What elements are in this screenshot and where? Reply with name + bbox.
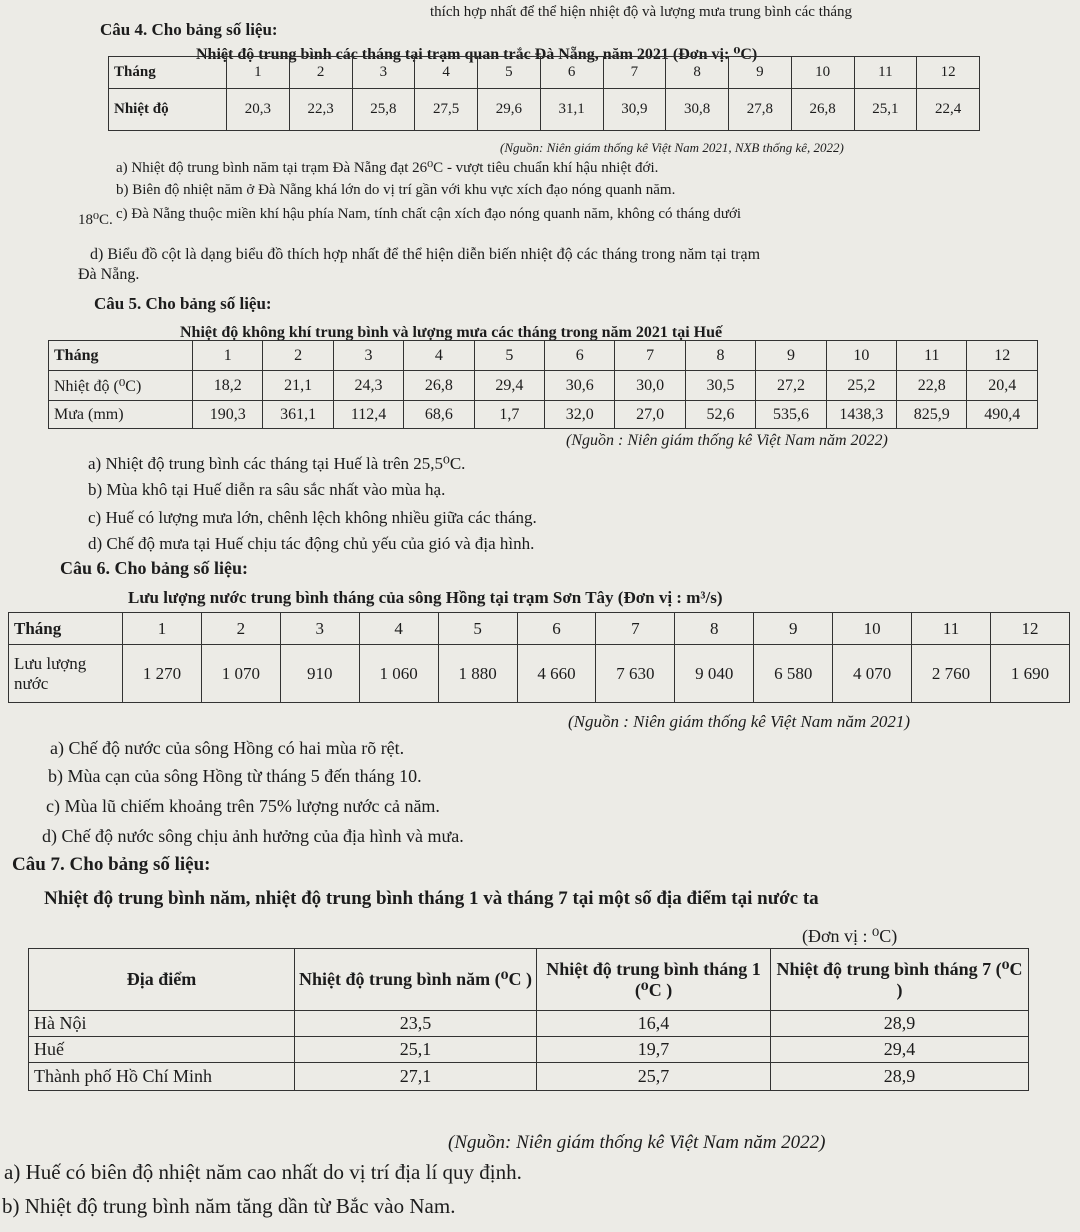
value-cell: 22,3 <box>289 89 352 131</box>
table-row <box>9 645 1070 703</box>
table-row <box>9 613 1070 645</box>
q6-statement-c: c) Mùa lũ chiếm khoảng trên 75% lượng nước cả năm. <box>46 796 440 816</box>
month-cell: 3 <box>352 57 415 89</box>
value-cell: 29,4 <box>771 1037 1029 1063</box>
rain-cell: 68,6 <box>404 401 474 429</box>
q5-title: Câu 5. Cho bảng số liệu: <box>94 294 272 313</box>
month-cell: 10 <box>833 613 912 645</box>
value-cell: 30,9 <box>603 89 666 131</box>
temp-cell: 26,8 <box>404 371 474 401</box>
rain-cell: 490,4 <box>967 401 1038 429</box>
month-cell: 9 <box>729 57 792 89</box>
temp-cell: 25,2 <box>826 371 896 401</box>
location-cell: Thành phố Hồ Chí Minh <box>29 1063 295 1091</box>
value-cell: 4 070 <box>833 645 912 703</box>
q5-table <box>48 340 1038 429</box>
row-label: Nhiệt độ (⁰C) <box>49 371 193 401</box>
q5-statement-c: c) Huế có lượng mưa lớn, chênh lệch không nhiều giữa các tháng. <box>88 508 537 527</box>
row-label: Lưu lượng nước <box>9 645 123 703</box>
temp-cell: 22,8 <box>897 371 967 401</box>
month-cell: 3 <box>333 341 403 371</box>
month-cell: 9 <box>756 341 826 371</box>
table-row <box>29 1011 1029 1037</box>
q6-table <box>8 612 1070 703</box>
q6-title: Câu 6. Cho bảng số liệu: <box>60 558 249 578</box>
value-cell: 6 580 <box>754 645 833 703</box>
value-cell: 25,7 <box>537 1063 771 1091</box>
q7-statement-a: a) Huế có biên độ nhiệt năm cao nhất do vị trí địa lí quy định. <box>4 1160 522 1184</box>
value-cell: 1 070 <box>201 645 280 703</box>
row-label: Tháng <box>9 613 123 645</box>
q4-statement-a: a) Nhiệt độ trung bình năm tại trạm Đà Nẵng đạt 26⁰C - vượt tiêu chuẩn khí hậu nhiệt đới. <box>116 160 659 176</box>
table-row <box>29 1063 1029 1091</box>
month-cell: 8 <box>666 57 729 89</box>
value-cell: 2 760 <box>912 645 991 703</box>
q7-table-title: Nhiệt độ trung bình năm, nhiệt độ trung bình tháng 1 và tháng 7 tại một số địa điểm tại nước ta <box>44 888 819 909</box>
month-cell: 5 <box>438 613 517 645</box>
row-label: Mưa (mm) <box>49 401 193 429</box>
value-cell: 20,3 <box>227 89 290 131</box>
temp-cell: 24,3 <box>333 371 403 401</box>
month-cell: 4 <box>404 341 474 371</box>
rain-cell: 52,6 <box>685 401 755 429</box>
location-cell: Huế <box>29 1037 295 1063</box>
value-cell: 7 630 <box>596 645 675 703</box>
q6-statement-b: b) Mùa cạn của sông Hồng từ tháng 5 đến tháng 10. <box>48 766 422 786</box>
temp-cell: 27,2 <box>756 371 826 401</box>
rain-cell: 361,1 <box>263 401 333 429</box>
row-label: Tháng <box>49 341 193 371</box>
month-cell: 1 <box>193 341 263 371</box>
temp-cell: 30,5 <box>685 371 755 401</box>
q6-table-title: Lưu lượng nước trung bình tháng của sông Hồng tại trạm Sơn Tây (Đơn vị : m³/s) <box>128 588 723 607</box>
rain-cell: 32,0 <box>545 401 615 429</box>
temp-cell: 30,0 <box>615 371 685 401</box>
value-cell: 1 270 <box>123 645 202 703</box>
month-cell: 5 <box>474 341 544 371</box>
value-cell: 25,1 <box>854 89 917 131</box>
month-cell: 12 <box>990 613 1069 645</box>
q4-table <box>108 56 980 131</box>
row-label: Tháng <box>109 57 227 89</box>
value-cell: 22,4 <box>917 89 980 131</box>
month-cell: 7 <box>596 613 675 645</box>
value-cell: 28,9 <box>771 1063 1029 1091</box>
table-row <box>109 57 980 89</box>
q7-table <box>28 948 1029 1091</box>
column-header: Nhiệt độ trung bình tháng 7 (⁰C ) <box>771 949 1029 1011</box>
temp-cell: 29,4 <box>474 371 544 401</box>
q4-statement-c: c) Đà Nẵng thuộc miền khí hậu phía Nam, tính chất cận xích đạo nóng quanh năm, không có tháng dưới <box>116 206 742 222</box>
location-cell: Hà Nội <box>29 1011 295 1037</box>
month-cell: 2 <box>289 57 352 89</box>
table-row <box>49 401 1038 429</box>
row-label: Nhiệt độ <box>109 89 227 131</box>
q4-source: (Nguồn: Niên giám thống kê Việt Nam 2021, NXB thống kê, 2022) <box>500 140 844 155</box>
column-header: Nhiệt độ trung bình tháng 1 (⁰C ) <box>537 949 771 1011</box>
month-cell: 7 <box>603 57 666 89</box>
table-row <box>49 371 1038 401</box>
q5-table-title: Nhiệt độ không khí trung bình và lượng mưa các tháng trong năm 2021 tại Huế <box>180 324 723 341</box>
month-cell: 8 <box>685 341 755 371</box>
rain-cell: 190,3 <box>193 401 263 429</box>
month-cell: 6 <box>540 57 603 89</box>
table-row <box>49 341 1038 371</box>
month-cell: 7 <box>615 341 685 371</box>
temp-cell: 21,1 <box>263 371 333 401</box>
q7-source: (Nguồn: Niên giám thống kê Việt Nam năm 2022) <box>448 1132 826 1153</box>
month-cell: 10 <box>826 341 896 371</box>
q6-statement-d: d) Chế độ nước sông chịu ảnh hưởng của địa hình và mưa. <box>42 826 464 846</box>
q4-statement-d: d) Biểu đồ cột là dạng biểu đồ thích hợp nhất để thể hiện diễn biến nhiệt độ các tháng trong năm tại trạm <box>90 246 761 263</box>
value-cell: 29,6 <box>478 89 541 131</box>
rain-cell: 27,0 <box>615 401 685 429</box>
value-cell: 1 690 <box>990 645 1069 703</box>
value-cell: 1 060 <box>359 645 438 703</box>
q5-statement-a: a) Nhiệt độ trung bình các tháng tại Huế là trên 25,5⁰C. <box>88 454 466 473</box>
header-fragment: thích hợp nhất để thể hiện nhiệt độ và lượng mưa trung bình các tháng <box>430 4 853 20</box>
value-cell: 26,8 <box>791 89 854 131</box>
table-header-row <box>29 949 1029 1011</box>
month-cell: 10 <box>791 57 854 89</box>
temp-cell: 20,4 <box>967 371 1038 401</box>
value-cell: 25,8 <box>352 89 415 131</box>
month-cell: 12 <box>967 341 1038 371</box>
month-cell: 4 <box>415 57 478 89</box>
temp-cell: 18,2 <box>193 371 263 401</box>
q4-statement-d-cont: Đà Nẵng. <box>78 266 140 283</box>
temp-cell: 30,6 <box>545 371 615 401</box>
month-cell: 2 <box>201 613 280 645</box>
q7-unit: (Đơn vị : ⁰C) <box>802 926 898 946</box>
month-cell: 8 <box>675 613 754 645</box>
month-cell: 11 <box>912 613 991 645</box>
rain-cell: 1438,3 <box>826 401 896 429</box>
value-cell: 4 660 <box>517 645 596 703</box>
month-cell: 1 <box>227 57 290 89</box>
q4-table-title: Nhiệt độ trung bình các tháng tại trạm quan trắc Đà Nẵng, năm 2021 (Đơn vị: ⁰C) <box>196 46 758 63</box>
q4-statement-b: b) Biên độ nhiệt năm ở Đà Nẵng khá lớn do vị trí gần với khu vực xích đạo nóng quanh năm. <box>116 182 676 198</box>
month-cell: 9 <box>754 613 833 645</box>
rain-cell: 1,7 <box>474 401 544 429</box>
value-cell: 27,8 <box>729 89 792 131</box>
value-cell: 23,5 <box>295 1011 537 1037</box>
table-row <box>29 1037 1029 1063</box>
rain-cell: 535,6 <box>756 401 826 429</box>
month-cell: 5 <box>478 57 541 89</box>
month-cell: 6 <box>517 613 596 645</box>
value-cell: 31,1 <box>540 89 603 131</box>
table-row <box>109 89 980 131</box>
rain-cell: 825,9 <box>897 401 967 429</box>
month-cell: 6 <box>545 341 615 371</box>
q5-statement-b: b) Mùa khô tại Huế diễn ra sâu sắc nhất vào mùa hạ. <box>88 480 446 499</box>
q5-statement-d: d) Chế độ mưa tại Huế chịu tác động chủ yếu của gió và địa hình. <box>88 534 535 553</box>
value-cell: 1 880 <box>438 645 517 703</box>
month-cell: 11 <box>897 341 967 371</box>
month-cell: 12 <box>917 57 980 89</box>
month-cell: 4 <box>359 613 438 645</box>
q4-title: Câu 4. Cho bảng số liệu: <box>100 20 278 39</box>
value-cell: 9 040 <box>675 645 754 703</box>
column-header: Địa điểm <box>29 949 295 1011</box>
q6-source: (Nguồn : Niên giám thống kê Việt Nam năm 2021) <box>568 712 911 731</box>
value-cell: 27,1 <box>295 1063 537 1091</box>
q4-statement-c-cont: 18⁰C. <box>78 212 113 228</box>
column-header: Nhiệt độ trung bình năm (⁰C ) <box>295 949 537 1011</box>
value-cell: 16,4 <box>537 1011 771 1037</box>
month-cell: 11 <box>854 57 917 89</box>
value-cell: 27,5 <box>415 89 478 131</box>
q7-statement-b: b) Nhiệt độ trung bình năm tăng dần từ Bắc vào Nam. <box>2 1194 456 1218</box>
month-cell: 2 <box>263 341 333 371</box>
value-cell: 19,7 <box>537 1037 771 1063</box>
value-cell: 25,1 <box>295 1037 537 1063</box>
value-cell: 910 <box>280 645 359 703</box>
value-cell: 28,9 <box>771 1011 1029 1037</box>
value-cell: 30,8 <box>666 89 729 131</box>
month-cell: 3 <box>280 613 359 645</box>
q6-statement-a: a) Chế độ nước của sông Hồng có hai mùa rõ rệt. <box>50 738 405 758</box>
q5-source: (Nguồn : Niên giám thống kê Việt Nam năm 2022) <box>566 432 888 449</box>
month-cell: 1 <box>123 613 202 645</box>
q7-title: Câu 7. Cho bảng số liệu: <box>12 854 211 875</box>
rain-cell: 112,4 <box>333 401 403 429</box>
